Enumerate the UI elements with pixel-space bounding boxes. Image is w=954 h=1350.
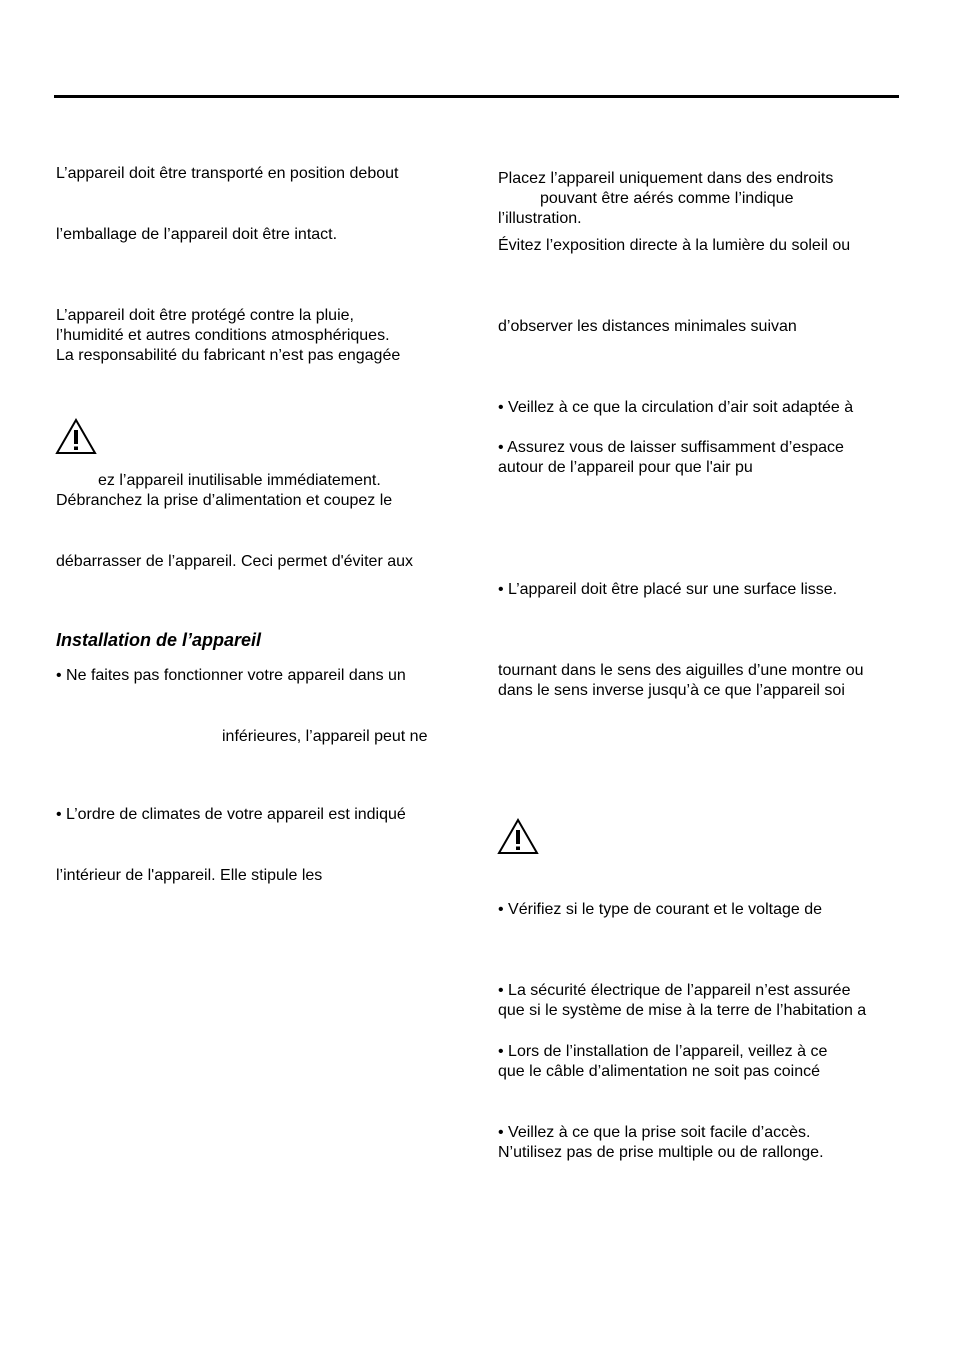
installation-bullet-1-cont: inférieures, l’appareil peut ne: [222, 728, 428, 745]
placement-text-2: pouvant être aérés comme l’indique: [540, 190, 794, 207]
air-circulation-bullet: • Veillez à ce que la circulation d’air soit adaptée à: [498, 399, 854, 416]
cable-bullet-2: que le câble d’alimentation ne soit pas coincé: [498, 1063, 820, 1080]
placement-text-3: l’illustration.: [498, 210, 582, 227]
surface-bullet: • L’appareil doit être placé sur une surface lisse.: [498, 581, 838, 598]
grounding-bullet-1: • La sécurité électrique de l’appareil n’est assurée: [498, 982, 851, 999]
installation-bullet-2: • L’ordre de climates de votre appareil est indiqué: [56, 806, 406, 823]
grounding-bullet-2: que si le système de mise à la terre de l’habitation a: [498, 1002, 867, 1019]
space-bullet-2: autour de l’appareil pour que l'air pu: [498, 459, 753, 476]
plug-bullet-2: N’utilisez pas de prise multiple ou de rallonge.: [498, 1144, 824, 1161]
plug-bullet-1: • Veillez à ce que la prise soit facile d’accès.: [498, 1124, 811, 1141]
cable-bullet-1: • Lors de l’installation de l’appareil, veillez à ce: [498, 1043, 828, 1060]
levelling-text-2: dans le sens inverse jusqu’à ce que l’appareil soi: [498, 682, 845, 699]
protection-text-3: La responsabilité du fabricant n’est pas engagée: [56, 347, 401, 364]
distances-text: d’observer les distances minimales suivan: [498, 318, 797, 335]
transport-text: L’appareil doit être transporté en position debout: [56, 165, 399, 182]
installation-bullet-2-cont: l’intérieur de l'appareil. Elle stipule les: [56, 867, 323, 884]
voltage-bullet: • Vérifiez si le type de courant et le voltage de: [498, 901, 823, 918]
disposal-text-1: ez l’appareil inutilisable immédiatement.: [98, 472, 381, 489]
protection-text-2: l’humidité et autres conditions atmosphériques.: [56, 327, 390, 344]
levelling-text-1: tournant dans le sens des aiguilles d’une montre ou: [498, 662, 864, 679]
packaging-text: l’emballage de l’appareil doit être intact.: [56, 226, 338, 243]
warning-triangle-icon: [497, 818, 539, 856]
header-rule: [54, 95, 899, 98]
space-bullet-1: • Assurez vous de laisser suffisamment d’espace: [498, 439, 844, 456]
disposal-text-3: débarrasser de l’appareil. Ceci permet d'éviter aux: [56, 553, 414, 570]
sun-exposure-text: Évitez l’exposition directe à la lumière du soleil ou: [498, 237, 851, 254]
warning-triangle-icon: [55, 418, 97, 456]
section-heading: Installation de l’appareil: [56, 630, 262, 650]
installation-bullet-1: • Ne faites pas fonctionner votre appareil dans un: [56, 667, 406, 684]
protection-text-1: L’appareil doit être protégé contre la pluie,: [56, 307, 354, 324]
disposal-text-2: Débranchez la prise d’alimentation et coupez le: [56, 492, 393, 509]
placement-text-1: Placez l’appareil uniquement dans des endroits: [498, 170, 834, 187]
